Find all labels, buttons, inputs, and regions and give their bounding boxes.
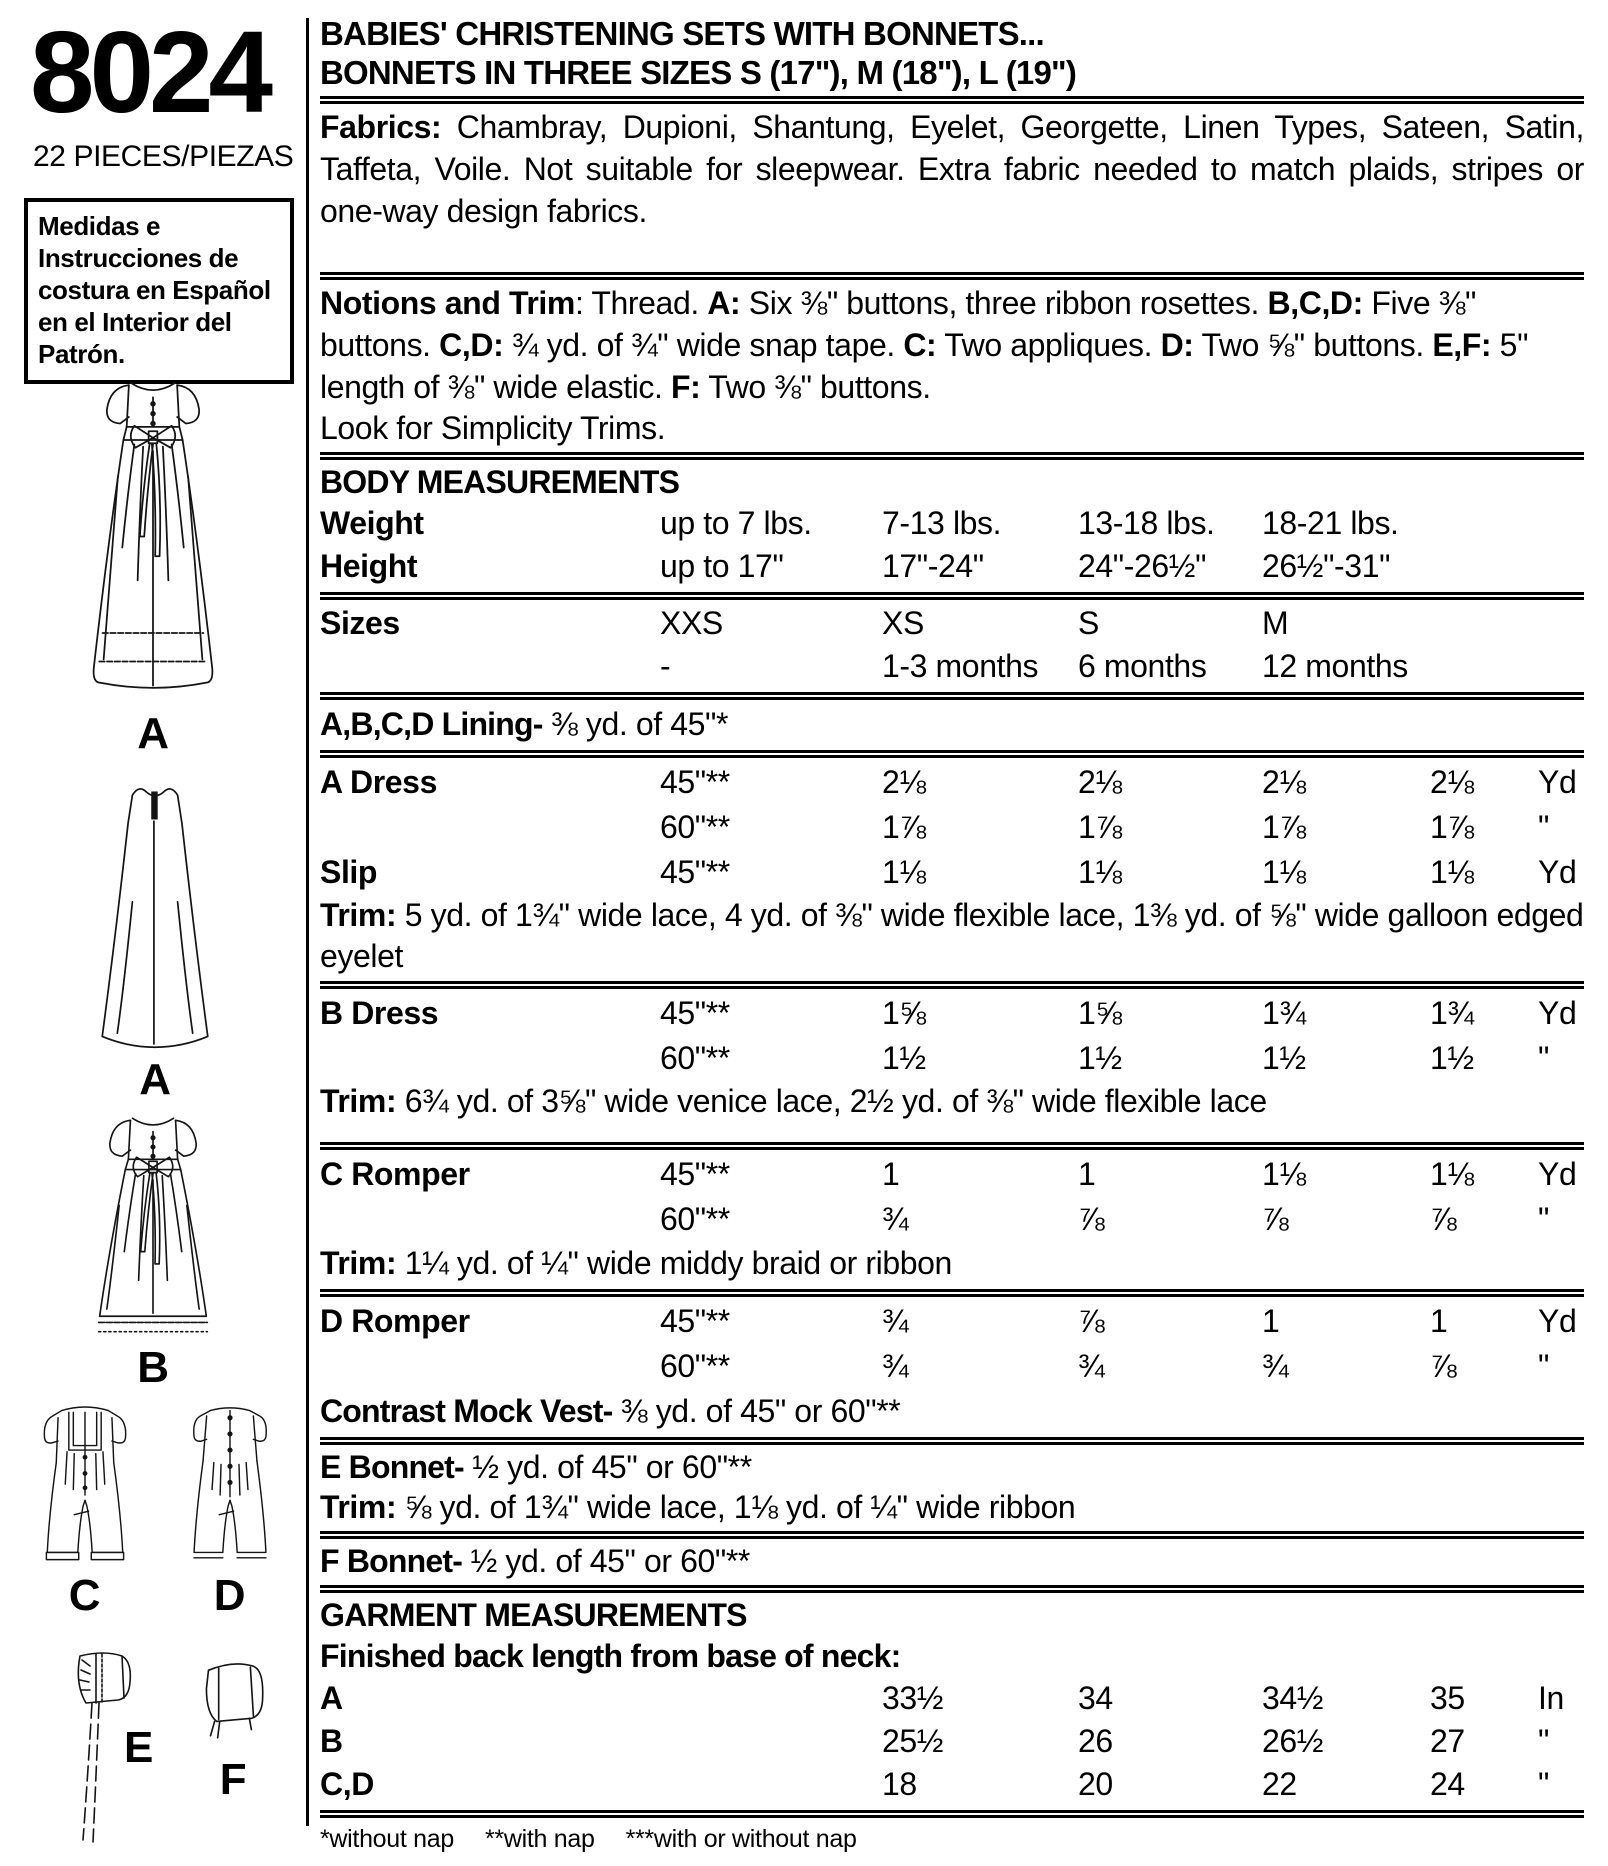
row-label: Slip (320, 854, 378, 890)
section-rule (320, 981, 1584, 989)
length-value: 33½ (882, 1680, 944, 1716)
figure-label: C (68, 1571, 101, 1620)
fabric-width: 60"** (660, 1201, 730, 1237)
section-rule (320, 1585, 1584, 1593)
pattern-number: 8024 (30, 7, 269, 137)
unit-label: Yd (1538, 764, 1577, 800)
table-row-c-romper-60 (320, 1197, 1584, 1242)
spanish-note-box: Medidas e Instrucciones de costura en Español en el Interior del Patrón. (24, 198, 294, 384)
figure-label: F (219, 1755, 247, 1804)
section-rule (320, 1142, 1584, 1150)
size-value: S (1078, 605, 1099, 641)
row-label: A Dress (320, 764, 437, 800)
fabric-width: 60"** (660, 1040, 730, 1076)
unit-label: Yd (1538, 854, 1577, 890)
yardage-value: 2⅛ (1078, 764, 1122, 800)
unit-label: " (1538, 1040, 1549, 1076)
yardage-value: 1⅛ (1262, 854, 1306, 890)
cell-empty (660, 1677, 882, 1720)
table-row-sizes (320, 602, 1584, 645)
footnote-item: *without nap (320, 1825, 454, 1853)
measure-value: 18-21 lbs. (1262, 505, 1399, 541)
row-label: C,D (320, 1766, 374, 1802)
figure-gown-a (48, 372, 258, 756)
measure-value: 26½"-31" (1262, 548, 1391, 584)
length-value: 27 (1430, 1723, 1465, 1759)
figure-label: D (213, 1571, 246, 1620)
right-column (320, 0, 1584, 1854)
yardage-value: 1⅛ (882, 854, 926, 890)
yardage-value: 1½ (1078, 1040, 1122, 1076)
yardage-value: 2⅛ (1262, 764, 1306, 800)
yardage-value: 1¾ (1262, 995, 1306, 1031)
yardage-value: 2⅛ (1430, 764, 1474, 800)
title-line-2: BONNETS IN THREE SIZES S (17"), M (18"), L (19") (320, 54, 1077, 91)
yardage-value: 1⅛ (1078, 854, 1122, 890)
length-value: 25½ (882, 1723, 944, 1759)
yardage-value: ¾ (1262, 1348, 1289, 1384)
unit-label: " (1538, 809, 1549, 845)
gown-b-drawing (70, 1108, 236, 1346)
spacer (320, 1122, 1584, 1138)
length-value: 22 (1262, 1766, 1297, 1802)
yardage-value: 1⅛ (1262, 1156, 1306, 1192)
garment-measurements-title: GARMENT MEASUREMENTS (320, 1597, 747, 1633)
cell-empty (660, 1720, 882, 1763)
table-row-a-dress-60 (320, 805, 1584, 850)
yardage-value: ¾ (882, 1348, 909, 1384)
unit-label: Yd (1538, 995, 1577, 1031)
lining-line: A,B,C,D Lining- ⅜ yd. of 45"* (320, 706, 729, 742)
table-row-slip-45 (320, 850, 1584, 895)
table-row-c-romper-45 (320, 1152, 1584, 1197)
length-value: 26 (1078, 1723, 1113, 1759)
unit-label: " (1538, 1766, 1549, 1802)
section-rule (320, 1531, 1584, 1539)
unit-label: " (1538, 1723, 1549, 1759)
length-value: 35 (1430, 1680, 1465, 1716)
yardage-value: 1⅞ (1262, 809, 1306, 845)
column-divider-line (306, 18, 309, 1826)
size-value: M (1262, 605, 1289, 641)
section-rule (320, 1810, 1584, 1818)
footnote-line (320, 1824, 1584, 1854)
section-rule (320, 452, 1584, 460)
footnote-item: **with nap (485, 1825, 595, 1853)
size-value: - (660, 648, 671, 684)
fabric-width: 45"** (660, 995, 730, 1031)
bonnet-f-drawing (192, 1656, 274, 1748)
table-row-b-dress-45 (320, 991, 1584, 1036)
row-label: B (320, 1723, 343, 1759)
section-rule (320, 592, 1584, 600)
fabric-width: 45"** (660, 764, 730, 800)
row-label-empty (320, 1197, 660, 1242)
measure-value: up to 17" (660, 548, 784, 584)
f-bonnet-line: F Bonnet- ½ yd. of 45" or 60"** (320, 1543, 750, 1579)
figure-romper-d (157, 1398, 302, 1618)
yardage-value: 1½ (1262, 1040, 1306, 1076)
length-value: 20 (1078, 1766, 1113, 1802)
yardage-value: 1 (882, 1156, 900, 1192)
measure-value: up to 7 lbs. (660, 505, 812, 541)
row-label-empty (320, 645, 660, 688)
figure-bonnet-f (178, 1648, 288, 1848)
a-trim-line: Trim: 5 yd. of 1¾" wide lace, 4 yd. of ⅜" wide flexible lace, 1⅜ yd. of ⅝" wide galloon edged eyelet (320, 897, 1584, 974)
table-row-garment-a (320, 1677, 1584, 1720)
yardage-value: ⅞ (1078, 1303, 1105, 1339)
table-row-garment-b (320, 1720, 1584, 1763)
yardage-value: ¾ (882, 1201, 909, 1237)
yardage-value: 1⅞ (882, 809, 926, 845)
c-trim-line: Trim: 1¼ yd. of ¼" wide middy braid or ribbon (320, 1245, 952, 1281)
figure-gown-b (48, 1108, 258, 1390)
yardage-value: 2⅛ (882, 764, 926, 800)
size-value: 6 months (1078, 648, 1207, 684)
yardage-value: 1⅝ (1078, 995, 1122, 1031)
yardage-value: 1¾ (1430, 995, 1474, 1031)
row-label: C Romper (320, 1156, 470, 1192)
yardage-value: 1½ (1430, 1040, 1474, 1076)
yardage-value: ¾ (882, 1303, 909, 1339)
figure-label: B (137, 1343, 169, 1392)
yardage-value: ⅞ (1430, 1348, 1457, 1384)
length-value: 24 (1430, 1766, 1465, 1802)
measure-value: 24"-26½" (1078, 548, 1207, 584)
fabric-width: 45"** (660, 1303, 730, 1339)
row-label: B Dress (320, 995, 439, 1031)
fabric-width: 60"** (660, 809, 730, 845)
slip-a-drawing (85, 778, 225, 1058)
footnote-item: ***with or without nap (625, 1825, 857, 1853)
yardage-value: 1⅞ (1078, 809, 1122, 845)
table-row-garment-cd (320, 1763, 1584, 1806)
figure-label: A (137, 709, 169, 758)
row-label: Weight (320, 505, 424, 541)
b-trim-line: Trim: 6¾ yd. of 3⅝" wide venice lace, 2½ yd. of ⅜" wide flexible lace (320, 1083, 1267, 1119)
pieces-count: 22 PIECES/PIEZAS (33, 140, 294, 173)
yardage-value: 1 (1430, 1303, 1448, 1339)
mock-vest-line: Contrast Mock Vest- ⅜ yd. of 45" or 60"** (320, 1393, 901, 1429)
table-row-d-romper-60 (320, 1344, 1584, 1389)
yardage-value: 1 (1078, 1156, 1096, 1192)
length-value: 34 (1078, 1680, 1113, 1716)
measure-value: 7-13 lbs. (882, 505, 1002, 541)
length-value: 26½ (1262, 1723, 1324, 1759)
notions-paragraph: Notions and Trim: Thread. A: Six ⅜" buttons, three ribbon rosettes. B,C,D: Five ⅜" buttons. C,D: ¾ yd. of ¾" wide snap tape. C: Two appliques. D: Two ⅝" buttons. E,F: 5" length of ⅜" wide elastic. F: Two ⅜" buttons. (320, 285, 1529, 405)
e-trim-line: Trim: ⅝ yd. of 1¾" wide lace, 1⅛ yd. of ¼" wide ribbon (320, 1489, 1076, 1525)
romper-c-drawing (17, 1398, 153, 1574)
cell-empty (660, 1763, 882, 1806)
section-rule (320, 1289, 1584, 1297)
garment-measurements-subtitle: Finished back length from base of neck: (320, 1638, 901, 1674)
row-label-empty (320, 1344, 660, 1389)
size-value: 12 months (1262, 648, 1408, 684)
measure-value: 17"-24" (882, 548, 984, 584)
table-row-b-dress-60 (320, 1036, 1584, 1081)
unit-label: " (1538, 1348, 1549, 1384)
row-label: D Romper (320, 1303, 470, 1339)
e-bonnet-line: E Bonnet- ½ yd. of 45" or 60"** (320, 1449, 752, 1485)
fabrics-paragraph: Fabrics: Chambray, Dupioni, Shantung, Eyelet, Georgette, Linen Types, Sateen, Satin, Taffeta, Voile. Not suitable for sleepwear. Extra fabric needed to match plaids, stripes or one-way design fabrics. (320, 109, 1584, 229)
length-value: 34½ (1262, 1680, 1324, 1716)
section-rule (320, 692, 1584, 700)
unit-label: Yd (1538, 1156, 1577, 1192)
notions-note: Look for Simplicity Trims. (320, 410, 666, 446)
fabric-width: 60"** (660, 1348, 730, 1384)
section-rule (320, 750, 1584, 758)
measure-value: 13-18 lbs. (1078, 505, 1215, 541)
figure-rompers-row (12, 1398, 302, 1618)
row-label: Height (320, 548, 418, 584)
left-column (0, 0, 306, 1804)
figure-bonnets-row (28, 1648, 298, 1848)
section-rule (320, 272, 1584, 280)
figure-slip-a (60, 778, 250, 1102)
table-row-months (320, 645, 1584, 688)
yardage-value: ⅞ (1430, 1201, 1457, 1237)
fabric-width: 45"** (660, 854, 730, 890)
title-line-1: BABIES' CHRISTENING SETS WITH BONNETS... (320, 15, 1044, 52)
yardage-value: 1½ (882, 1040, 926, 1076)
table-row-d-romper-45 (320, 1299, 1584, 1344)
unit-label: " (1538, 1201, 1549, 1237)
yardage-value: ⅞ (1262, 1201, 1289, 1237)
body-measurements-title: BODY MEASUREMENTS (320, 464, 680, 500)
romper-d-drawing (162, 1398, 298, 1574)
yardage-value: ¾ (1078, 1348, 1105, 1384)
yardage-value: 1⅛ (1430, 854, 1474, 890)
size-value: XS (882, 605, 924, 641)
figure-label: A (139, 1055, 171, 1104)
size-value: XXS (660, 605, 723, 641)
row-label: Sizes (320, 605, 400, 641)
row-label-empty (320, 1036, 660, 1081)
yardage-value: 1⅞ (1430, 809, 1474, 845)
yardage-value: ⅞ (1078, 1201, 1105, 1237)
unit-label: Yd (1538, 1303, 1577, 1339)
yardage-value: 1⅛ (1430, 1156, 1474, 1192)
yardage-value: 1 (1262, 1303, 1280, 1339)
gown-a-drawing (68, 372, 238, 712)
figure-romper-c (12, 1398, 157, 1618)
size-value: 1-3 months (882, 648, 1039, 684)
section-rule (320, 1437, 1584, 1445)
length-value: 18 (882, 1766, 917, 1802)
figure-label: E (124, 1723, 153, 1772)
yardage-value: 1⅝ (882, 995, 926, 1031)
row-label: A (320, 1680, 343, 1716)
figure-bonnet-e (28, 1648, 178, 1848)
table-row-height (320, 545, 1584, 588)
table-row-weight (320, 502, 1584, 545)
row-label-empty (320, 805, 660, 850)
section-rule (320, 96, 1584, 104)
table-row-a-dress-45 (320, 760, 1584, 805)
unit-label: In (1538, 1680, 1564, 1716)
fabric-width: 45"** (660, 1156, 730, 1192)
